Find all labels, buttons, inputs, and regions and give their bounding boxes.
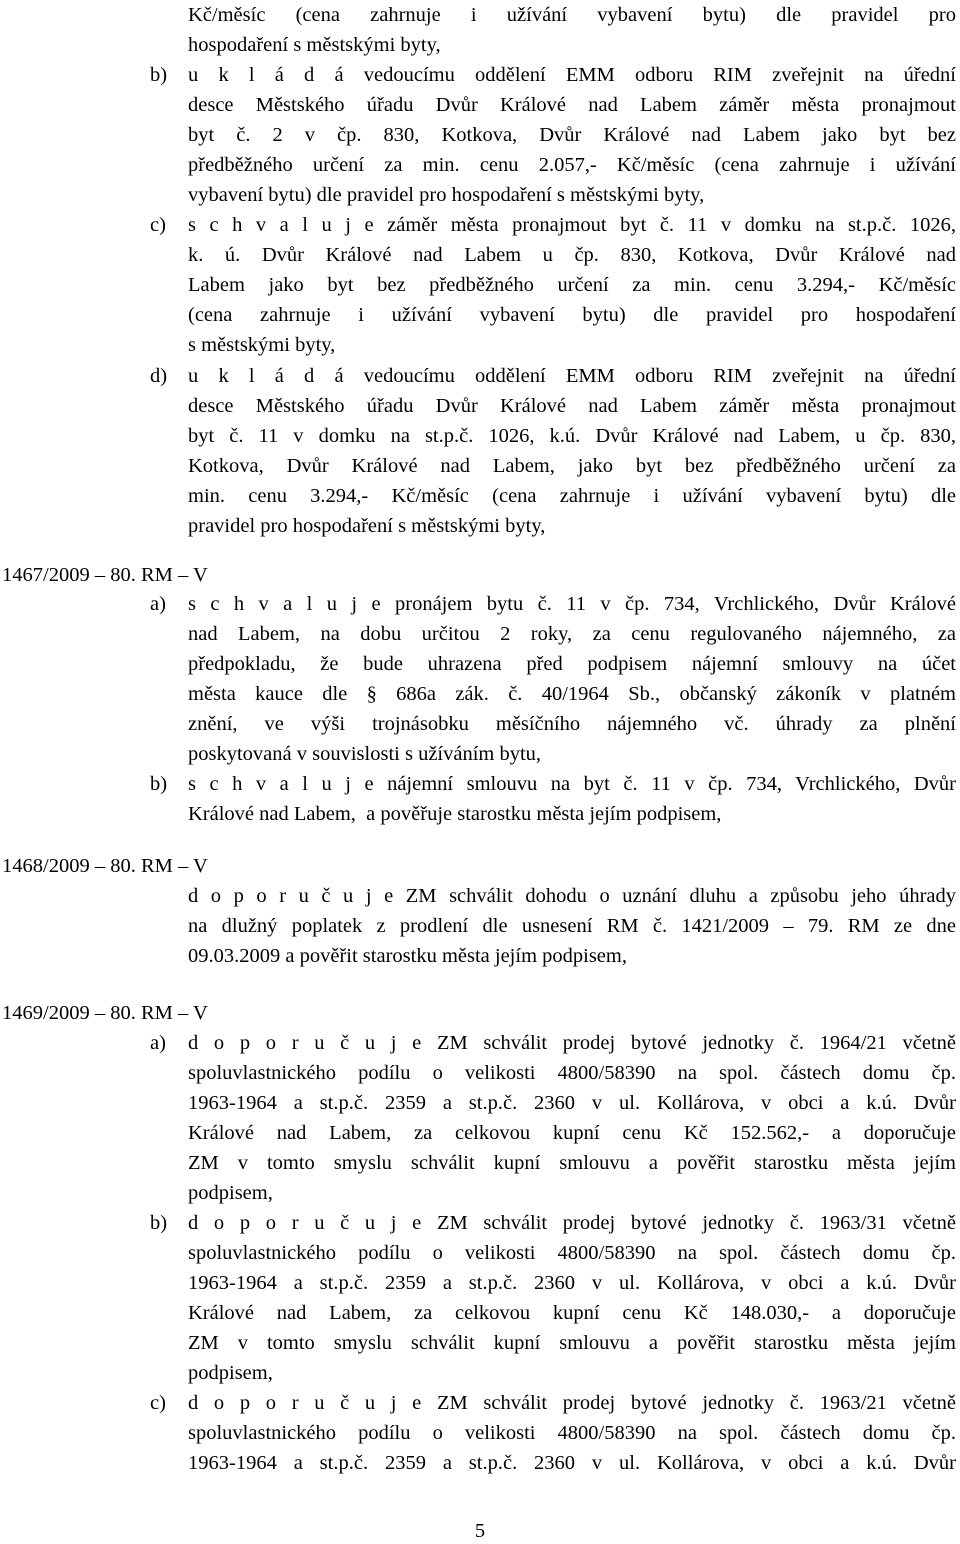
resolution-header: 1467/2009 – 80. RM – V [2,564,208,586]
page-number: 5 [474,1520,486,1542]
item-line: min. cenu 3.294,- Kč/měsíc (cena zahrnuje i užívání vybavení bytu) dle [188,485,956,507]
item-line: Králové nad Labem, a pověřuje starostku města jejím podpisem, [188,803,722,825]
item-label: a) [150,593,166,615]
item-label: d) [150,365,168,387]
item-line: s městskými byty, [188,334,336,356]
item-line: ZM v tomto smyslu schválit kupní smlouvu a pověřit starostku města jejím [188,1332,956,1354]
item-label: b) [150,64,168,86]
item-line: znění, ve výši trojnásobku měsíčního nájemného vč. úhrady za plnění [188,713,956,735]
item-line: (cena zahrnuje i užívání vybavení bytu) dle pravidel pro hospodaření [188,304,956,326]
resolution-header: 1468/2009 – 80. RM – V [2,855,208,877]
item-line: desce Městského úřadu Dvůr Králové nad Labem záměr města pronajmout [188,94,956,116]
item-line: podpisem, [188,1362,273,1384]
item-line: spoluvlastnického podílu o velikosti 4800/58390 na spol. částech domu čp. [188,1422,956,1444]
item-line: s c h v a l u j e pronájem bytu č. 11 v čp. 734, Vrchlického, Dvůr Králové [188,593,956,615]
continuation-line: Kč/měsíc (cena zahrnuje i užívání vybavení bytu) dle pravidel pro [188,4,956,26]
resolution-header: 1469/2009 – 80. RM – V [2,1002,208,1024]
item-line: desce Městského úřadu Dvůr Králové nad Labem záměr města pronajmout [188,395,956,417]
item-line: na dlužný poplatek z prodlení dle usnesení RM č. 1421/2009 – 79. RM ze dne [188,915,956,937]
item-line: podpisem, [188,1182,273,1204]
item-line: Labem jako byt bez předběžného určení za min. cenu 3.294,- Kč/měsíc [188,274,956,296]
item-line: byt č. 2 v čp. 830, Kotkova, Dvůr Králové nad Labem jako byt bez [188,124,956,146]
item-line: byt č. 11 v domku na st.p.č. 1026, k.ú. Dvůr Králové nad Labem, u čp. 830, [188,425,956,447]
item-line: spoluvlastnického podílu o velikosti 4800/58390 na spol. částech domu čp. [188,1242,956,1264]
item-line: s c h v a l u j e záměr města pronajmout byt č. 11 v domku na st.p.č. 1026, [188,214,956,236]
item-line: k. ú. Dvůr Králové nad Labem u čp. 830, Kotkova, Dvůr Králové nad [188,244,956,266]
item-label: c) [150,1392,166,1414]
item-label: c) [150,214,166,236]
item-line: Králové nad Labem, za celkovou kupní cenu Kč 152.562,- a doporučuje [188,1122,956,1144]
item-line: d o p o r u č u j e ZM schválit prodej bytové jednotky č. 1964/21 včetně [188,1032,956,1054]
item-line: 1963-1964 a st.p.č. 2359 a st.p.č. 2360 v ul. Kollárova, v obci a k.ú. Dvůr [188,1092,956,1114]
item-line: Králové nad Labem, za celkovou kupní cenu Kč 148.030,- a doporučuje [188,1302,956,1324]
item-line: 1963-1964 a st.p.č. 2359 a st.p.č. 2360 v ul. Kollárova, v obci a k.ú. Dvůr [188,1272,956,1294]
item-line: pravidel pro hospodaření s městskými byty, [188,515,546,537]
continuation-line: hospodaření s městskými byty, [188,34,441,56]
item-line: d o p o r u č u j e ZM schválit dohodu o uznání dluhu a způsobu jeho úhrady [188,885,956,907]
item-label: b) [150,1212,168,1234]
item-line: u k l á d á vedoucímu oddělení EMM odboru RIM zveřejnit na úřední [188,64,956,86]
item-line: u k l á d á vedoucímu oddělení EMM odboru RIM zveřejnit na úřední [188,365,956,387]
item-label: a) [150,1032,166,1054]
item-line: s c h v a l u j e nájemní smlouvu na byt č. 11 v čp. 734, Vrchlického, Dvůr [188,773,956,795]
item-line: d o p o r u č u j e ZM schválit prodej bytové jednotky č. 1963/31 včetně [188,1212,956,1234]
item-line: poskytovaná v souvislosti s užíváním bytu, [188,743,542,765]
item-line: Kotkova, Dvůr Králové nad Labem, jako byt bez předběžného určení za [188,455,956,477]
item-line: vybavení bytu) dle pravidel pro hospodaření s městskými byty, [188,184,705,206]
item-line: předpokladu, že bude uhrazena před podpisem nájemní smlouvy na účet [188,653,956,675]
item-line: 1963-1964 a st.p.č. 2359 a st.p.č. 2360 v ul. Kollárova, v obci a k.ú. Dvůr [188,1452,956,1474]
item-line: města kauce dle § 686a zák. č. 40/1964 Sb., občanský zákoník v platném [188,683,956,705]
item-line: d o p o r u č u j e ZM schválit prodej bytové jednotky č. 1963/21 včetně [188,1392,956,1414]
item-label: b) [150,773,168,795]
item-line: nad Labem, na dobu určitou 2 roky, za cenu regulovaného nájemného, za [188,623,956,645]
item-line: předběžného určení za min. cenu 2.057,- Kč/měsíc (cena zahrnuje i užívání [188,154,956,176]
item-line: ZM v tomto smyslu schválit kupní smlouvu a pověřit starostku města jejím [188,1152,956,1174]
item-line: spoluvlastnického podílu o velikosti 4800/58390 na spol. částech domu čp. [188,1062,956,1084]
item-line: 09.03.2009 a pověřit starostku města jejím podpisem, [188,945,627,967]
